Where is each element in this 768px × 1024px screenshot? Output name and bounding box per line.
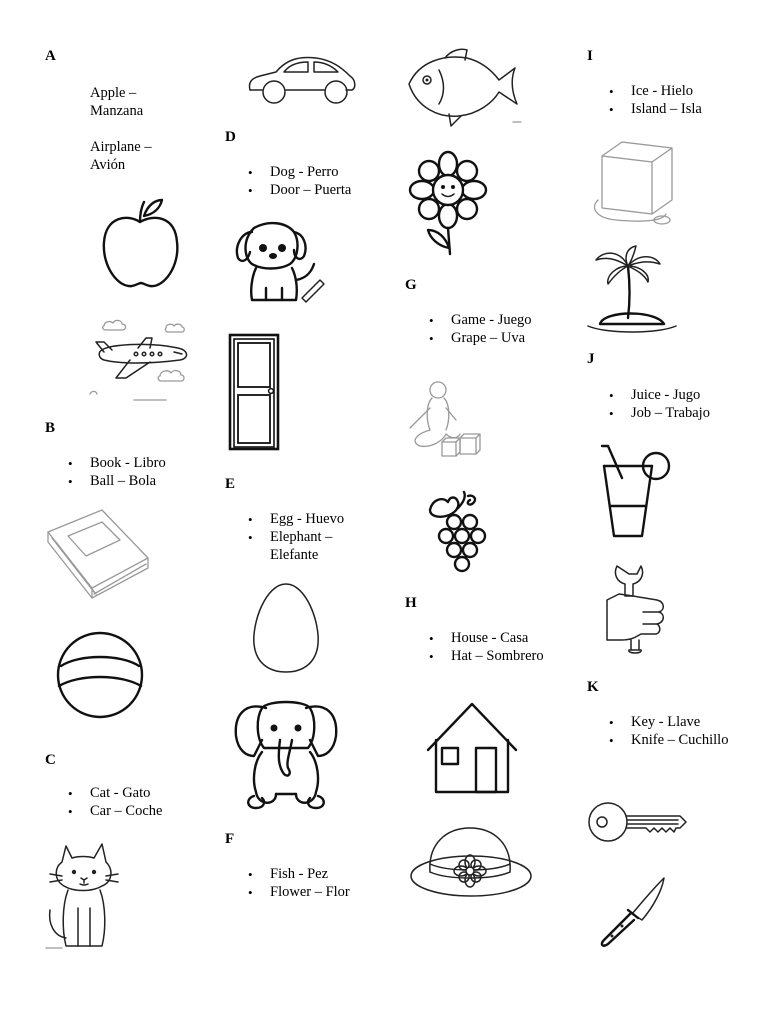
entry-cat: • Cat - Gato	[67, 785, 187, 803]
ball-icon	[55, 630, 145, 720]
entry-juice: • Juice - Jugo	[608, 387, 738, 405]
section-letter-k: K	[587, 679, 599, 695]
word-list-d	[247, 164, 377, 200]
car-icon	[246, 52, 358, 106]
entry-door: • Door – Puerta	[247, 182, 377, 200]
entry-grape: • Grape – Uva	[428, 330, 558, 348]
entry-flower: • Flower – Flor	[247, 884, 377, 902]
entry-key: • Key - Llave	[608, 714, 738, 732]
entry-knife: • Knife – Cuchillo	[608, 732, 738, 750]
entry-house: • House - Casa	[428, 630, 558, 648]
entry-ice: • Ice - Hielo	[608, 83, 738, 101]
entry-game: • Game - Juego	[428, 312, 558, 330]
word-list-g	[428, 312, 558, 348]
word-list-f	[247, 866, 377, 902]
word-list-c	[67, 785, 187, 821]
house-icon	[426, 702, 518, 794]
section-letter-e: E	[225, 476, 236, 492]
island-icon	[586, 244, 678, 334]
entry-apple: Apple – Manzana	[90, 85, 144, 119]
ice-icon	[590, 138, 678, 228]
cat-icon	[44, 838, 124, 952]
section-letter-h: H	[405, 595, 417, 611]
section-letter-i: I	[587, 48, 593, 64]
flower-icon	[408, 150, 490, 258]
key-icon	[588, 796, 688, 850]
entry-hat: • Hat – Sombrero	[428, 648, 558, 666]
section-letter-b: B	[45, 420, 56, 436]
entry-elephant: • Elephant – Elefante	[247, 529, 377, 565]
fish-icon	[405, 44, 523, 130]
entry-egg: • Egg - Huevo	[247, 511, 377, 529]
book-icon	[46, 508, 150, 600]
entry-dog: • Dog - Perro	[247, 164, 377, 182]
dog-icon	[228, 220, 328, 306]
word-list-k	[608, 714, 738, 750]
knife-icon	[598, 876, 668, 948]
apple-icon	[100, 196, 182, 292]
entry-fish: • Fish - Pez	[247, 866, 377, 884]
door-icon	[228, 333, 282, 453]
section-letter-c: C	[45, 752, 56, 768]
airplane-icon	[90, 314, 205, 402]
job-icon	[603, 562, 667, 658]
hat-icon	[408, 824, 534, 902]
word-list-i	[608, 83, 738, 119]
elephant-icon	[232, 696, 340, 810]
entry-ball: • Ball – Bola	[67, 473, 187, 491]
word-list-e	[247, 511, 377, 564]
section-letter-d: D	[225, 129, 236, 145]
grape-icon	[424, 490, 494, 576]
juice-icon	[600, 444, 674, 540]
word-list-b	[67, 455, 187, 491]
section-letter-f: F	[225, 831, 235, 847]
entry-job: • Job – Trabajo	[608, 405, 738, 423]
word-list-j	[608, 387, 738, 423]
entry-island: • Island – Isla	[608, 101, 738, 119]
egg-icon	[250, 582, 322, 674]
section-letter-j: J	[587, 351, 595, 367]
section-letter-a: A	[45, 48, 56, 64]
entry-car: • Car – Coche	[67, 803, 187, 821]
game-icon	[406, 380, 482, 462]
word-list-h	[428, 630, 558, 666]
section-letter-g: G	[405, 277, 417, 293]
entry-airplane: Airplane – Avión	[90, 139, 152, 173]
entry-book: • Book - Libro	[67, 455, 187, 473]
